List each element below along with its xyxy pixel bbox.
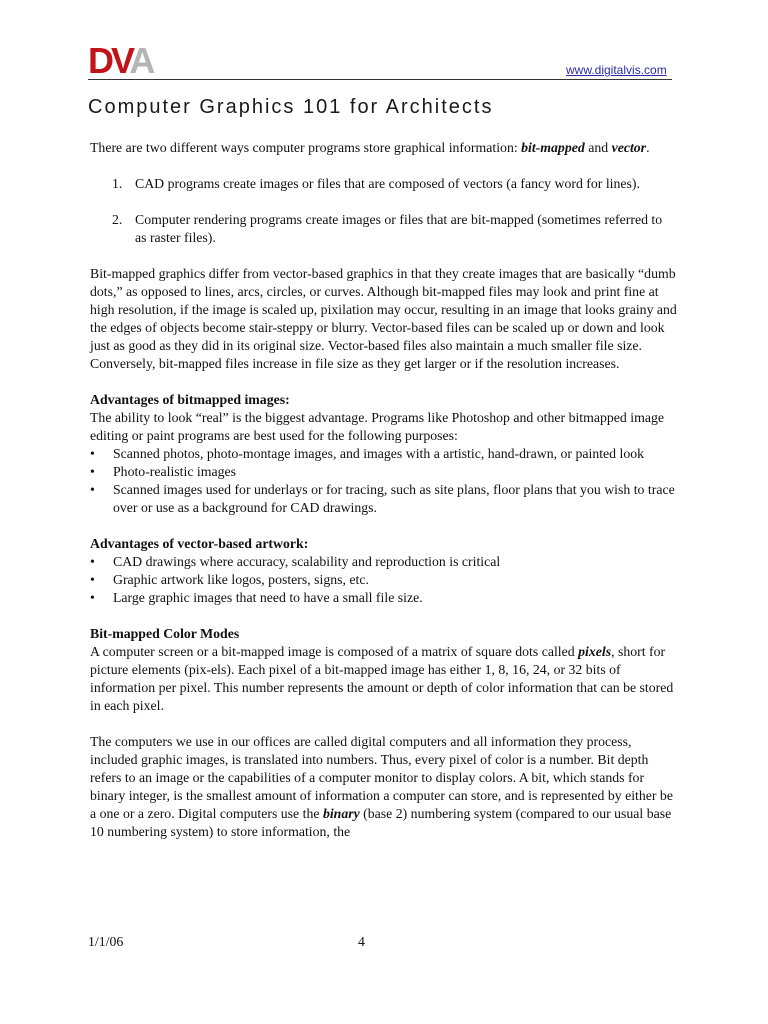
- intro-text-between: and: [584, 140, 612, 155]
- item-number: 2.: [112, 212, 123, 227]
- list-item: [90, 481, 682, 517]
- list-item-text: Photo-realistic images: [113, 464, 236, 479]
- color-modes-paragraph-2: [90, 733, 682, 841]
- logo-letter-d: D: [88, 40, 111, 81]
- website-link[interactable]: www.digitalvis.com: [566, 63, 667, 77]
- intro-text-after: .: [646, 140, 650, 155]
- page-number: 4: [358, 934, 365, 949]
- list-item: [90, 571, 682, 589]
- logo-letter-v: V: [111, 40, 130, 81]
- page-title: Computer Graphics 101 for Architects: [88, 96, 494, 118]
- bullet-icon: •: [90, 554, 95, 569]
- bullet-icon: •: [90, 446, 95, 461]
- list-item: [90, 463, 682, 481]
- list-item-text: Scanned images used for underlays or for tracing, such as site plans, floor plans that you wish to trace over or use as a background for CAD drawings.: [113, 482, 675, 515]
- vector-advantages-list: [90, 553, 682, 607]
- color-modes-heading: Bit-mapped Color Modes: [90, 626, 240, 641]
- color-modes-paragraph-1: [90, 643, 682, 715]
- list-item-text: Graphic artwork like logos, posters, signs, etc.: [113, 572, 369, 587]
- list-item-text: Scanned photos, photo-montage images, and images with a artistic, hand-drawn, or painted look: [113, 446, 645, 461]
- intro-term-bitmapped: bit-mapped: [521, 140, 585, 155]
- bullet-icon: •: [90, 464, 95, 479]
- intro-text-before: There are two different ways computer programs store graphical information:: [90, 140, 522, 155]
- list-item-text: Large graphic images that need to have a small file size.: [113, 590, 423, 605]
- intro-paragraph: [90, 139, 682, 157]
- bitmapped-paragraph: Bit-mapped graphics differ from vector-based graphics in that they create images that are basically “dumb dots,” as opposed to lines, arcs, circles, or curves. Although bit-mapped files may look and print fine at high resolution, if the image is scaled up, pixilation may occur, resulting in an image that looks grainy and the edges of objects become stair-steppy or blurry. Vector-based files can be scaled up or down and look just as good as they did in its original size. Vector-based files also maintain a much smaller file size. Conversely, bit-mapped files increase in file size as they get larger or if the resolution increases.: [90, 266, 677, 371]
- logo-letter-a: A: [129, 40, 153, 81]
- item-text: CAD programs create images or files that are composed of vectors (a fancy word for lines).: [135, 176, 640, 191]
- item-number: 1.: [112, 176, 123, 191]
- bitmapped-advantages-intro: The ability to look “real” is the biggest advantage. Programs like Photoshop and other bitmapped image editing or paint programs are best used for the following purposes:: [90, 410, 664, 443]
- color-modes-p1-after: , short for picture elements (pix-els). Each pixel of a bit-mapped image has either 1, 8, 16, 24, or 32 bits of information per pixel. This number represents the amount or depth of color information that can be stored in each pixel.: [90, 644, 674, 713]
- term-binary: binary: [322, 806, 360, 821]
- numbered-list: [90, 175, 682, 247]
- bitmapped-advantages-list: [90, 445, 682, 517]
- color-modes-p2-after: (base 2) numbering system (compared to our usual base 10 numbering system) to store information, the: [90, 806, 672, 839]
- list-item: [90, 445, 682, 463]
- color-modes-p1-before: A computer screen or a bit-mapped image is composed of a matrix of square dots called: [90, 644, 579, 659]
- color-modes-p2-before: The computers we use in our offices are called digital computers and all information they process, included graphic images, is translated into numbers. Thus, every pixel of color is a number. Bit depth refers to an image or the capabilities of a computer monitor to display colors. A bit, which stands for binary integer, is the smallest amount of information a computer can store, and is represented by either be a one or a zero. Digital computers use the: [90, 734, 673, 821]
- footer-date: 1/1/06: [88, 934, 124, 949]
- bullet-icon: •: [90, 590, 95, 605]
- list-item-text: CAD drawings where accuracy, scalability and reproduction is critical: [113, 554, 501, 569]
- vector-advantages-heading: Advantages of vector-based artwork:: [90, 536, 309, 551]
- document-body: [90, 139, 682, 841]
- bitmapped-advantages-heading: Advantages of bitmapped images:: [90, 392, 290, 407]
- numbered-item: [90, 211, 682, 247]
- numbered-item: [90, 175, 682, 193]
- dva-logo: [88, 40, 153, 81]
- term-pixels: pixels: [578, 644, 612, 659]
- item-text: Computer rendering programs create images or files that are bit-mapped (sometimes referred to as raster files).: [135, 212, 663, 245]
- bullet-icon: •: [90, 482, 95, 497]
- intro-term-vector: vector: [611, 140, 647, 155]
- list-item: [90, 553, 682, 571]
- header-divider: [88, 79, 672, 80]
- bullet-icon: •: [90, 572, 95, 587]
- list-item: [90, 589, 682, 607]
